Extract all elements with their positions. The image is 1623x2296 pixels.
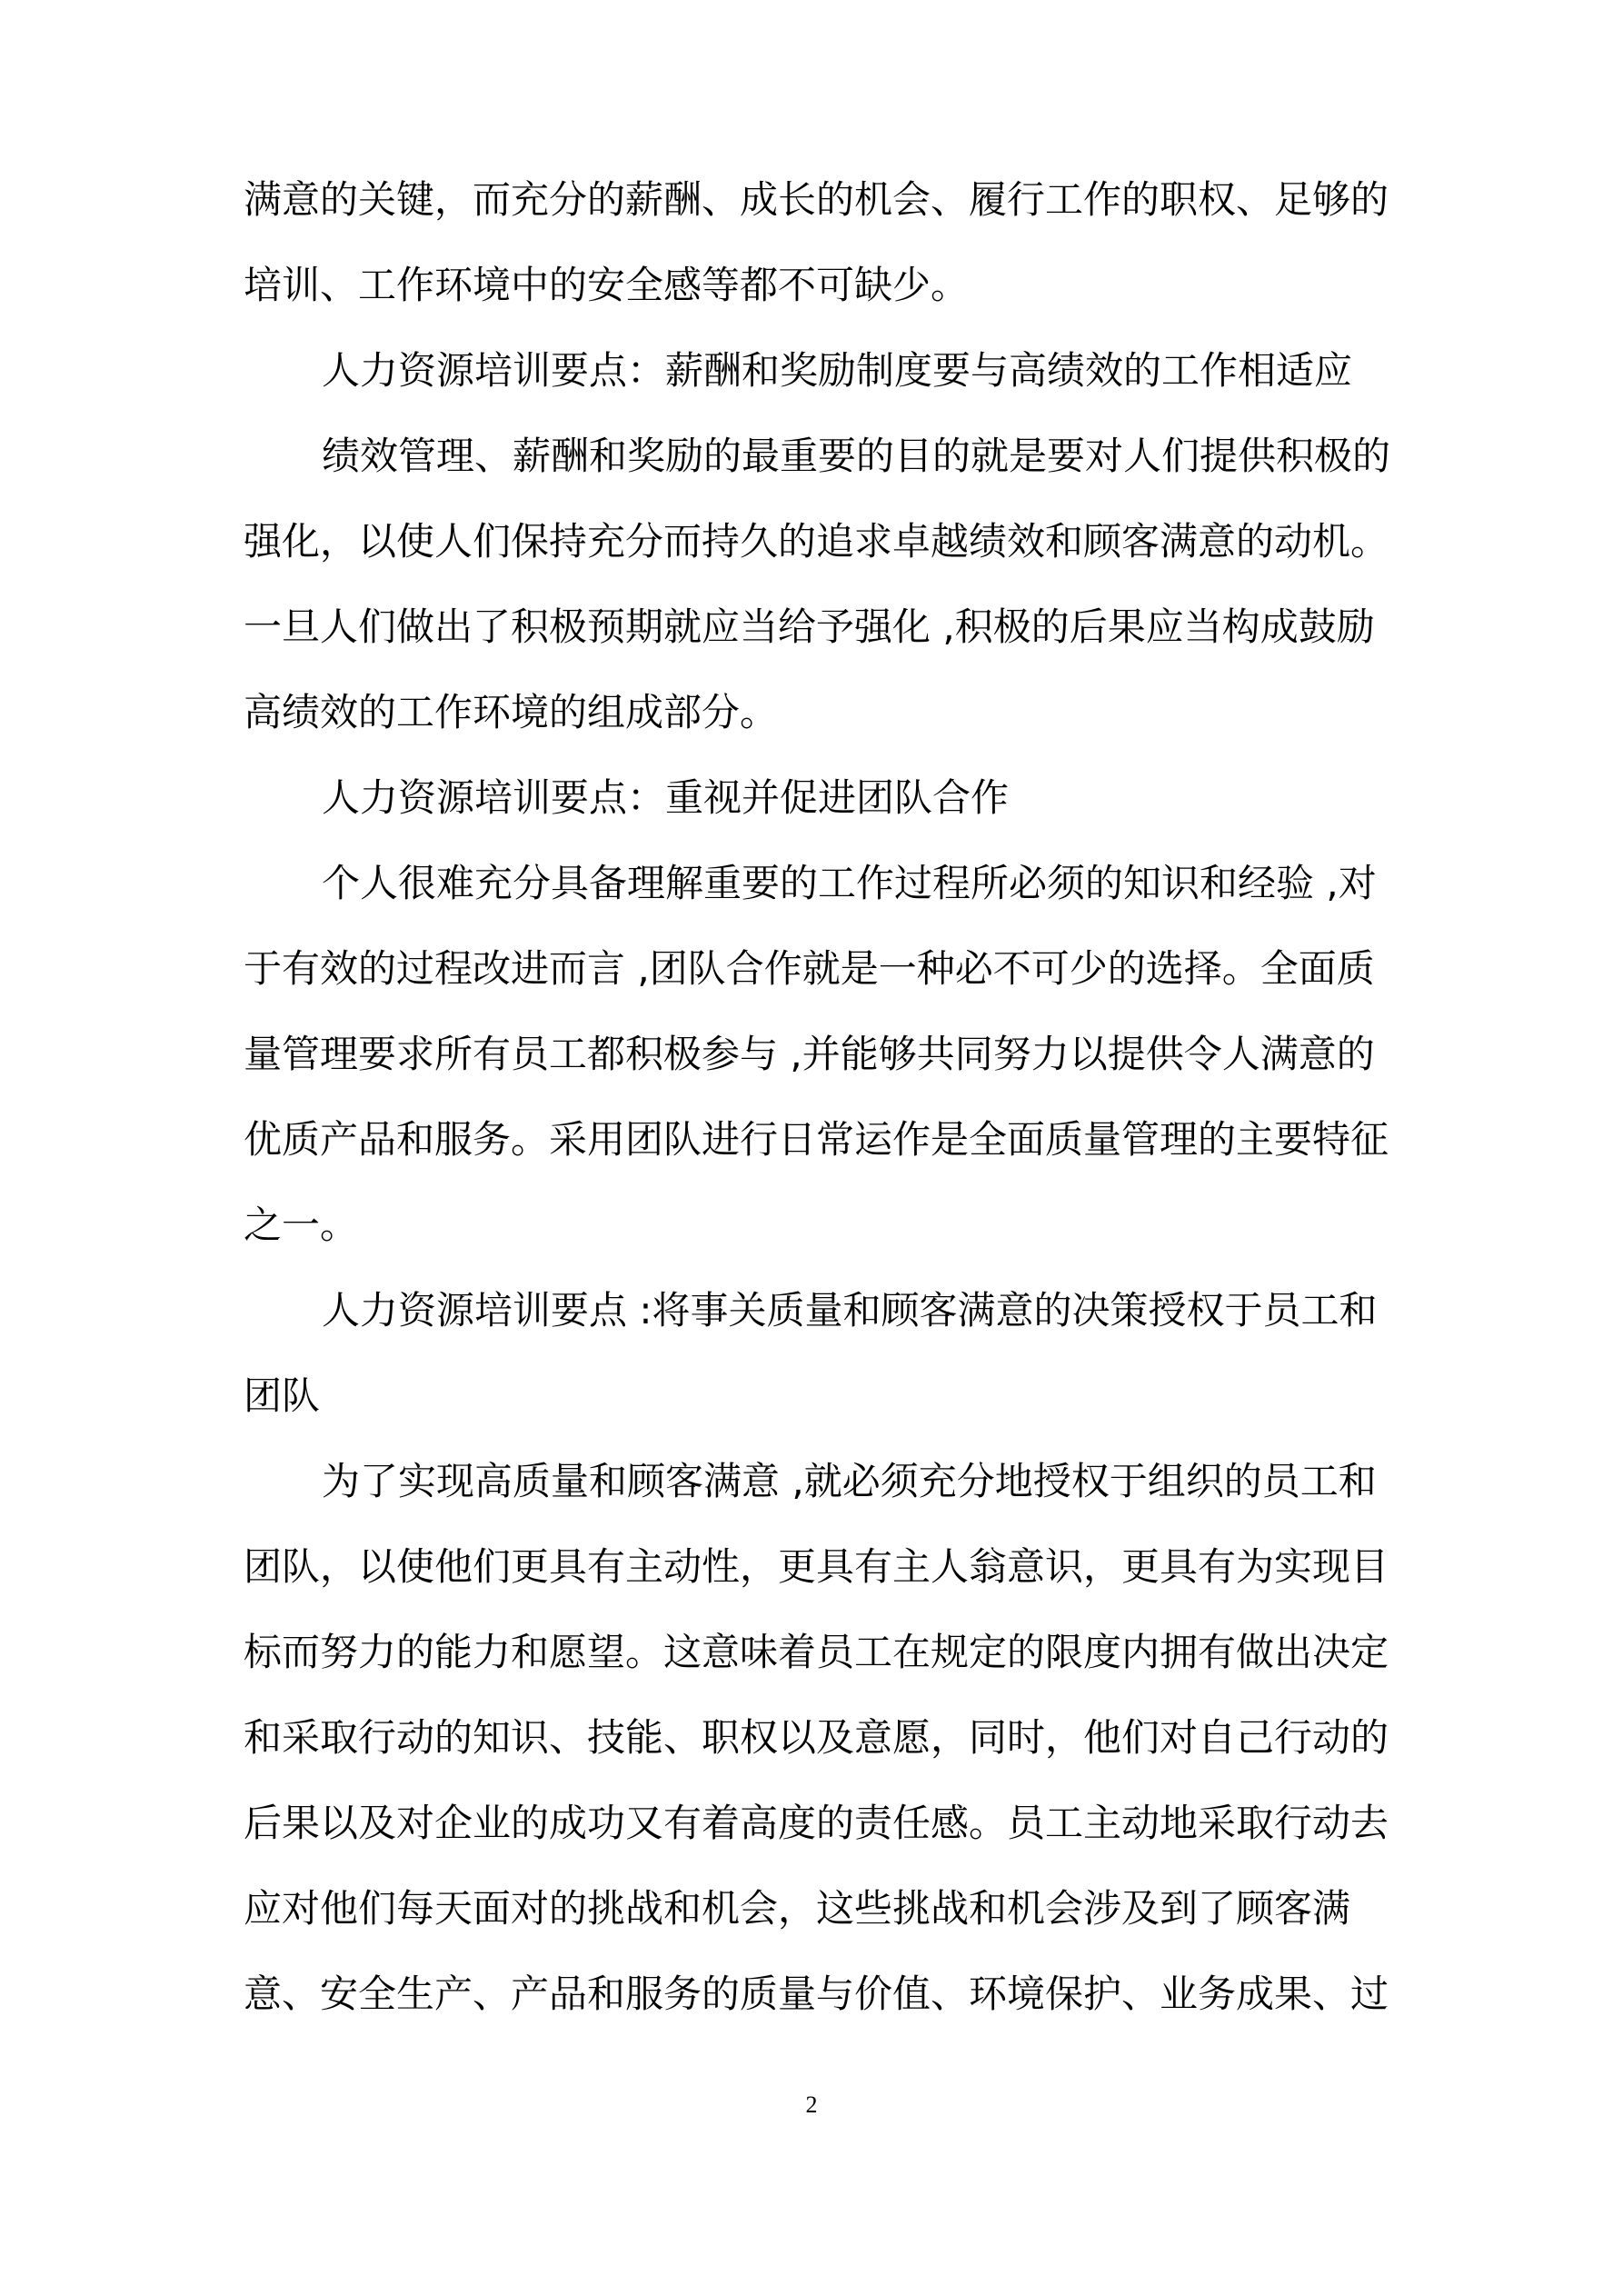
section-heading: 人力资源培训要点 :将事关质量和顾客满意的决策授权于员工和 <box>322 1288 1378 1333</box>
text-line: 量管理要求所有员工都积极参与 ,并能够共同努力以提供令人满意的 <box>244 1032 1375 1076</box>
text-line: 优质产品和服务。采用团队进行日常运作是全面质量管理的主要特征 <box>244 1117 1389 1162</box>
text-line: 高绩效的工作环境的组成部分。 <box>244 690 779 734</box>
text-line: 强化，以使人们保持充分而持久的追求卓越绩效和顾客满意的动机。 <box>244 519 1389 564</box>
text-line: 应对他们每天面对的挑战和机会，这些挑战和机会涉及到了顾客满 <box>244 1886 1351 1931</box>
text-line: 团队，以使他们更具有主动性，更具有主人翁意识，更具有为实现目 <box>244 1544 1389 1589</box>
text-line: 为了实现高质量和顾客满意 ,就必须充分地授权于组织的员工和 <box>322 1459 1377 1503</box>
section-heading-continued: 团队 <box>244 1373 321 1418</box>
text-line: 后果以及对企业的成功又有着高度的责任感。员工主动地采取行动去 <box>244 1801 1389 1845</box>
text-line: 培训、工作环境中的安全感等都不可缺少。 <box>244 263 970 307</box>
text-line: 个人很难充分具备理解重要的工作过程所必须的知识和经验 ,对 <box>322 861 1377 905</box>
text-line: 绩效管理、薪酬和奖励的最重要的目的就是要对人们提供积极的 <box>322 434 1391 478</box>
text-line: 一旦人们做出了积极预期就应当给予强化 ,积极的后果应当构成鼓励 <box>244 604 1375 649</box>
section-heading: 人力资源培训要点：重视并促进团队合作 <box>322 775 1010 820</box>
text-line: 之一。 <box>244 1203 359 1247</box>
text-line: 于有效的过程改进而言 ,团队合作就是一种必不可少的选择。全面质 <box>244 946 1375 991</box>
section-heading: 人力资源培训要点：薪酬和奖励制度要与高绩效的工作相适应 <box>322 348 1353 393</box>
text-line: 和采取行动的知识、技能、职权以及意愿，同时，他们对自己行动的 <box>244 1715 1389 1760</box>
page-number: 2 <box>805 2091 818 2118</box>
text-line: 标而努力的能力和愿望。这意味着员工在规定的限度内拥有做出决定 <box>244 1630 1389 1674</box>
text-line: 意、安全生产、产品和服务的质量与价值、环境保护、业务成果、过 <box>244 1972 1389 2016</box>
text-line: 满意的关键，而充分的薪酬、成长的机会、履行工作的职权、足够的 <box>244 177 1389 222</box>
